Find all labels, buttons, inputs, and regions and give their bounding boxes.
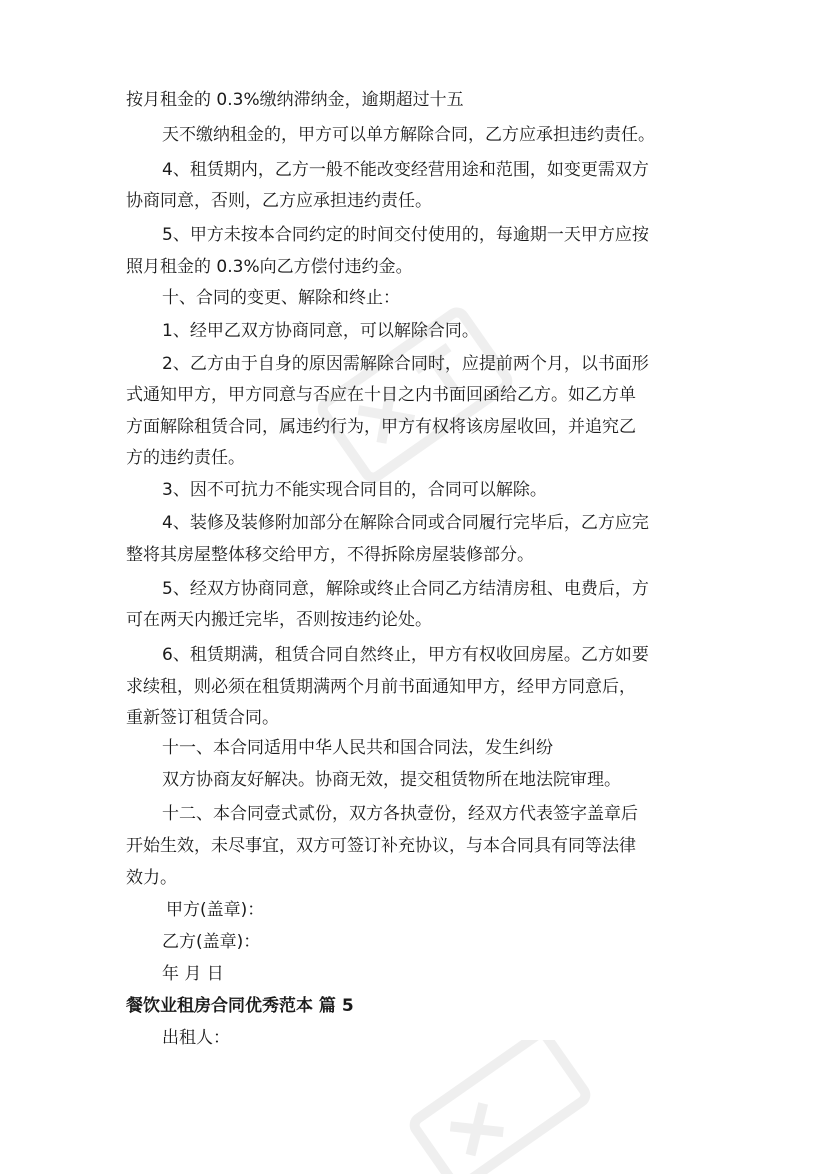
watermark-logo-icon bbox=[400, 1040, 600, 1174]
paragraph-line: 方的违约责任。 bbox=[126, 448, 245, 468]
section-heading: 十一、本合同适用中华人民共和国合同法，发生纠纷 bbox=[162, 738, 553, 758]
section-heading: 十、合同的变更、解除和终止： bbox=[162, 288, 400, 308]
paragraph-line: 1、经甲乙双方协商同意，可以解除合同。 bbox=[162, 321, 479, 341]
paragraph-line: 重新签订租赁合同。 bbox=[126, 708, 279, 728]
paragraph-line: 可在两天内搬迁完毕，否则按违约论处。 bbox=[126, 610, 432, 630]
paragraph-line: 5、经双方协商同意，解除或终止合同乙方结清房租、电费后，方 bbox=[162, 579, 649, 599]
section-heading: 十二、本合同壹式贰份，双方各执壹份，经双方代表签字盖章后 bbox=[162, 804, 638, 824]
paragraph-line: 4、装修及装修附加部分在解除合同或合同履行完毕后，乙方应完 bbox=[162, 513, 649, 533]
paragraph-line: 式通知甲方，甲方同意与否应在十日之内书面回函给乙方。如乙方单 bbox=[126, 385, 636, 405]
paragraph-line: 2、乙方由于自身的原因需解除合同时，应提前两个月，以书面形 bbox=[162, 354, 649, 374]
paragraph-line: 天不缴纳租金的，甲方可以单方解除合同，乙方应承担违约责任。 bbox=[162, 125, 655, 145]
paragraph-line: 效力。 bbox=[126, 868, 177, 888]
paragraph-line: 双方协商友好解决。协商无效，提交租赁物所在地法院审理。 bbox=[162, 770, 621, 790]
article-title: 餐饮业租房合同优秀范本 篇 5 bbox=[126, 996, 354, 1016]
paragraph-line: 5、甲方未按本合同约定的时间交付使用的，每逾期一天甲方应按 bbox=[162, 225, 649, 245]
paragraph-line: 开始生效，未尽事宜，双方可签订补充协议，与本合同具有同等法律 bbox=[126, 836, 636, 856]
signature-party-a: 甲方(盖章)： bbox=[166, 900, 265, 920]
signature-date: 年 月 日 bbox=[162, 964, 224, 984]
paragraph-line: 4、租赁期内，乙方一般不能改变经营用途和范围，如变更需双方 bbox=[162, 160, 649, 180]
paragraph-line: 照月租金的 0.3%向乙方偿付违约金。 bbox=[126, 257, 413, 277]
signature-party-b: 乙方(盖章)： bbox=[162, 932, 261, 952]
paragraph-line: 3、因不可抗力不能实现合同目的，合同可以解除。 bbox=[162, 480, 547, 500]
paragraph-line: 协商同意，否则，乙方应承担违约责任。 bbox=[126, 191, 432, 211]
lessor-label: 出租人： bbox=[162, 1028, 230, 1048]
paragraph-line: 按月租金的 0.3%缴纳滞纳金，逾期超过十五 bbox=[126, 90, 464, 110]
paragraph-line: 6、租赁期满，租赁合同自然终止，甲方有权收回房屋。乙方如要 bbox=[162, 645, 649, 665]
paragraph-line: 方面解除租赁合同，属违约行为，甲方有权将该房屋收回，并追究乙 bbox=[126, 417, 636, 437]
paragraph-line: 整将其房屋整体移交给甲方，不得拆除房屋装修部分。 bbox=[126, 545, 534, 565]
paragraph-line: 求续租，则必须在租赁期满两个月前书面通知甲方，经甲方同意后， bbox=[126, 677, 636, 697]
